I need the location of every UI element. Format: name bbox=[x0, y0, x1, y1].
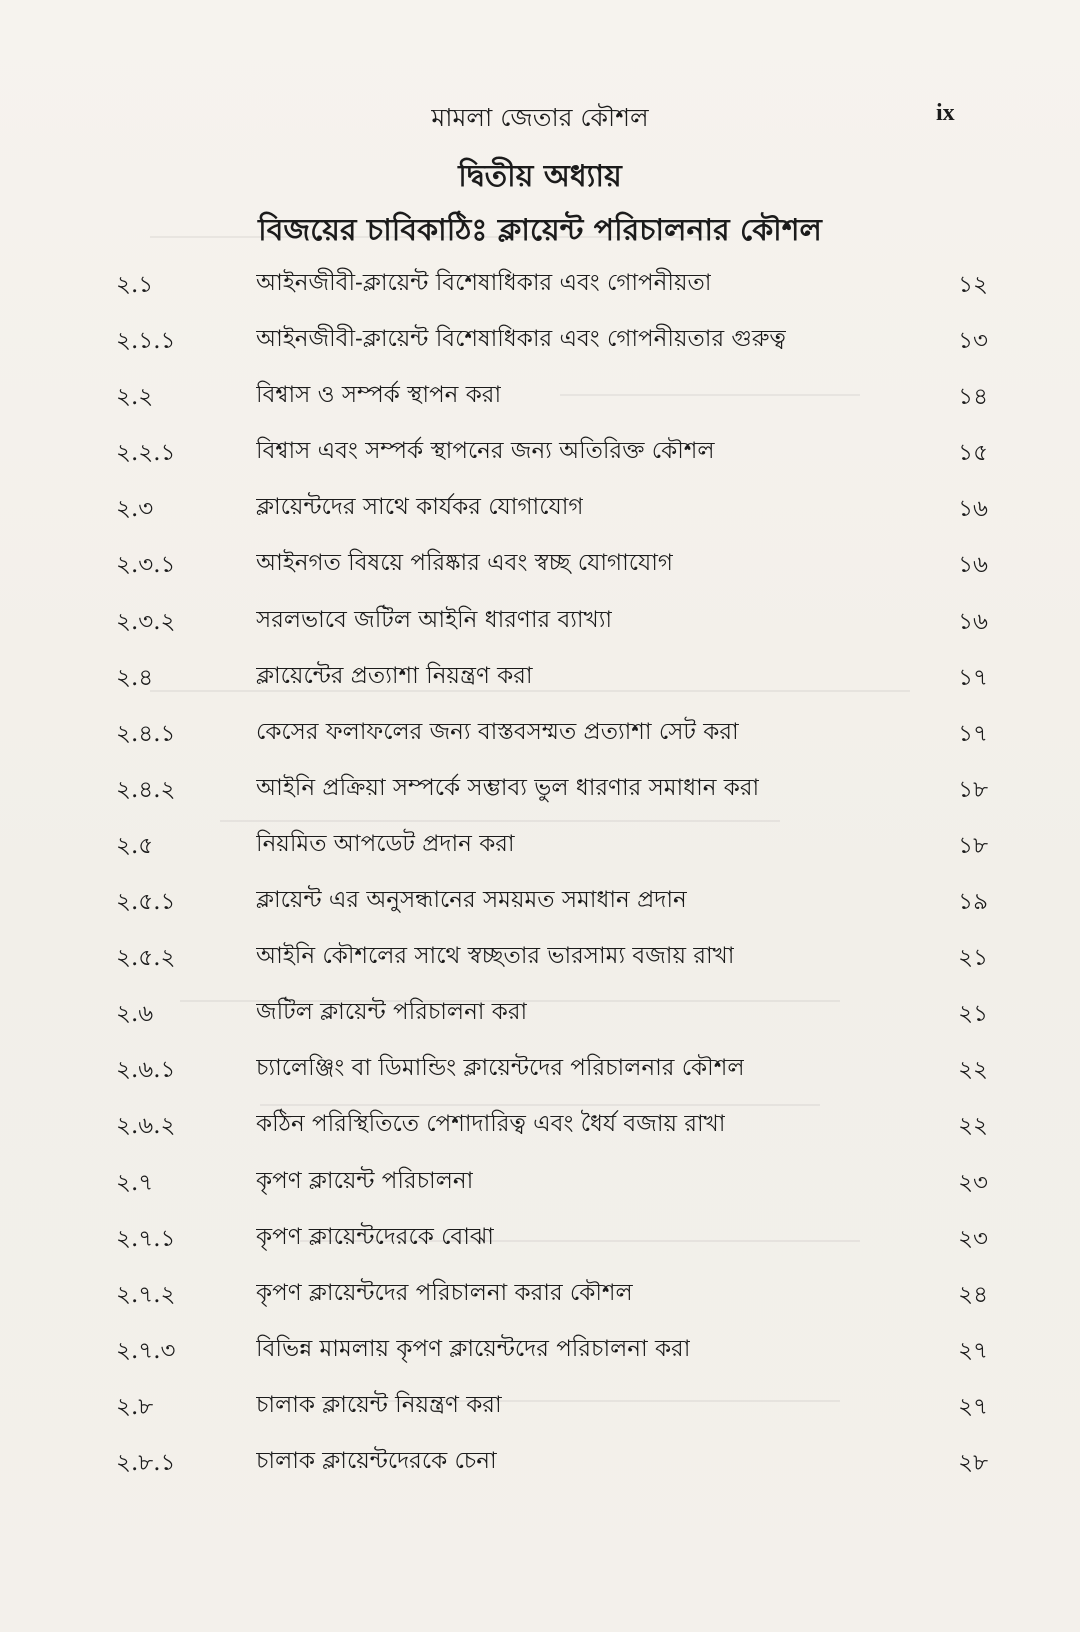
toc-row bbox=[0, 1268, 1080, 1324]
toc-page-number: ১৮ bbox=[958, 832, 988, 859]
toc-row bbox=[0, 931, 1080, 987]
toc-page-number: ১৪ bbox=[958, 384, 988, 411]
toc-page-number: ১৯ bbox=[958, 889, 988, 916]
toc-page-number: ২২ bbox=[958, 1057, 988, 1084]
toc-page-number: ২৩ bbox=[958, 1169, 988, 1196]
toc-row bbox=[0, 1212, 1080, 1268]
toc-row bbox=[0, 763, 1080, 819]
toc-section-title: বিশ্বাস এবং সম্পর্ক স্থাপনের জন্য অতিরিক্ত কৌশল bbox=[256, 438, 715, 465]
toc-section-number: ২.৬.২ bbox=[116, 1113, 176, 1140]
toc-section-title: চালাক ক্লায়েন্টদেরকে চেনা bbox=[256, 1447, 497, 1474]
toc-page-number: ২২ bbox=[958, 1113, 988, 1140]
toc-section-title: ক্লায়েন্ট এর অনুসন্ধানের সময়মত সমাধান প্রদান bbox=[256, 887, 687, 914]
toc-section-title: বিভিন্ন মামলায় কৃপণ ক্লায়েন্টদের পরিচালনা করা bbox=[256, 1335, 691, 1362]
toc-section-title: কঠিন পরিস্থিতিতে পেশাদারিত্ব এবং ধৈর্য বজায় রাখা bbox=[256, 1111, 726, 1138]
chapter-subtitle: বিজয়ের চাবিকাঠিঃ ক্লায়েন্ট পরিচালনার কৌশল bbox=[258, 213, 822, 248]
toc-section-title: আইনজীবী-ক্লায়েন্ট বিশেষাধিকার এবং গোপনীয়তা bbox=[256, 270, 712, 296]
toc-section-title: আইনগত বিষয়ে পরিষ্কার এবং স্বচ্ছ যোগাযোগ bbox=[256, 550, 673, 577]
toc-section-title: নিয়মিত আপডেট প্রদান করা bbox=[256, 830, 515, 857]
toc-page-number: ১৩ bbox=[958, 328, 988, 355]
toc-row bbox=[0, 1099, 1080, 1155]
toc-page-number: ১৬ bbox=[958, 552, 988, 579]
toc-section-title: কেসের ফলাফলের জন্য বাস্তবসম্মত প্রত্যাশা সেট করা bbox=[256, 718, 739, 745]
toc-row bbox=[0, 370, 1080, 426]
toc-section-number: ২.৪.১ bbox=[116, 720, 176, 747]
toc-section-number: ২.৮.১ bbox=[116, 1449, 176, 1476]
toc-row bbox=[0, 707, 1080, 763]
toc-row bbox=[0, 1156, 1080, 1212]
toc-page-number: ১৮ bbox=[958, 776, 988, 803]
toc-section-number: ২.৫.২ bbox=[116, 945, 176, 972]
toc-section-number: ২.৭ bbox=[116, 1169, 154, 1196]
toc-section-number: ২.৩.২ bbox=[116, 608, 176, 635]
toc-section-title: সরলভাবে জটিল আইনি ধারণার ব্যাখ্যা bbox=[256, 606, 613, 633]
toc-page-number: ২১ bbox=[958, 1001, 988, 1028]
toc-row bbox=[0, 819, 1080, 875]
toc-row bbox=[0, 538, 1080, 594]
table-of-contents bbox=[0, 258, 1080, 1492]
toc-row bbox=[0, 875, 1080, 931]
toc-section-title: আইনি কৌশলের সাথে স্বচ্ছতার ভারসাম্য বজায় রাখা bbox=[256, 943, 735, 970]
chapter-title: দ্বিতীয় অধ্যায় bbox=[458, 159, 622, 194]
toc-section-number: ২.৭.৩ bbox=[116, 1337, 176, 1364]
toc-section-number: ২.৩.১ bbox=[116, 552, 176, 579]
toc-section-number: ২.৭.২ bbox=[116, 1281, 176, 1308]
toc-section-number: ২.১.১ bbox=[116, 328, 176, 355]
toc-section-number: ২.৪.২ bbox=[116, 776, 176, 803]
toc-row bbox=[0, 1324, 1080, 1380]
toc-section-title: কৃপণ ক্লায়েন্ট পরিচালনা bbox=[256, 1167, 474, 1194]
running-title: মামলা জেতার কৌশল bbox=[431, 103, 649, 132]
running-header bbox=[0, 96, 1080, 136]
toc-page-number: ২৩ bbox=[958, 1225, 988, 1252]
toc-page-number: ২৭ bbox=[958, 1337, 988, 1364]
toc-row bbox=[0, 314, 1080, 370]
toc-row bbox=[0, 987, 1080, 1043]
toc-row bbox=[0, 1043, 1080, 1099]
toc-section-number: ২.৮ bbox=[116, 1393, 154, 1420]
toc-page-number: ১৬ bbox=[958, 608, 988, 635]
toc-section-number: ২.৬.১ bbox=[116, 1057, 176, 1084]
toc-page-number: ১৭ bbox=[958, 664, 988, 691]
toc-row bbox=[0, 482, 1080, 538]
toc-row bbox=[0, 258, 1080, 314]
toc-page-number: ২৮ bbox=[958, 1449, 988, 1476]
toc-row bbox=[0, 1436, 1080, 1492]
toc-section-number: ২.৩ bbox=[116, 496, 154, 523]
toc-section-number: ২.৬ bbox=[116, 1001, 154, 1028]
toc-page-number: ২৭ bbox=[958, 1393, 988, 1420]
toc-section-number: ২.৫.১ bbox=[116, 889, 176, 916]
toc-page-number: ১২ bbox=[958, 272, 988, 298]
toc-row bbox=[0, 1380, 1080, 1436]
toc-row bbox=[0, 651, 1080, 707]
toc-section-number: ২.৫ bbox=[116, 832, 154, 859]
toc-page-number: ২১ bbox=[958, 945, 988, 972]
toc-page-number: ১৭ bbox=[958, 720, 988, 747]
toc-section-title: চালাক ক্লায়েন্ট নিয়ন্ত্রণ করা bbox=[256, 1391, 502, 1418]
toc-page-number: ২৪ bbox=[958, 1281, 988, 1308]
toc-section-title: কৃপণ ক্লায়েন্টদের পরিচালনা করার কৌশল bbox=[256, 1279, 633, 1306]
toc-section-title: আইনি প্রক্রিয়া সম্পর্কে সম্ভাব্য ভুল ধারণার সমাধান করা bbox=[256, 774, 760, 801]
toc-section-title: বিশ্বাস ও সম্পর্ক স্থাপন করা bbox=[256, 382, 502, 409]
toc-section-title: ক্লায়েন্টের প্রত্যাশা নিয়ন্ত্রণ করা bbox=[256, 662, 533, 689]
page-number: ix bbox=[936, 100, 955, 126]
toc-row bbox=[0, 426, 1080, 482]
toc-section-title: ক্লায়েন্টদের সাথে কার্যকর যোগাযোগ bbox=[256, 494, 584, 521]
toc-section-title: কৃপণ ক্লায়েন্টদেরকে বোঝা bbox=[256, 1223, 494, 1250]
toc-section-number: ২.৭.১ bbox=[116, 1225, 176, 1252]
toc-page-number: ১৫ bbox=[958, 440, 988, 467]
toc-section-title: চ্যালেঞ্জিং বা ডিমান্ডিং ক্লায়েন্টদের পরিচালনার কৌশল bbox=[256, 1055, 745, 1082]
toc-section-number: ২.২ bbox=[116, 384, 154, 411]
toc-page-number: ১৬ bbox=[958, 496, 988, 523]
toc-row bbox=[0, 595, 1080, 651]
toc-section-number: ২.২.১ bbox=[116, 440, 176, 467]
toc-section-number: ২.১ bbox=[116, 272, 154, 298]
toc-section-number: ২.৪ bbox=[116, 664, 154, 691]
toc-section-title: জটিল ক্লায়েন্ট পরিচালনা করা bbox=[256, 999, 528, 1026]
toc-section-title: আইনজীবী-ক্লায়েন্ট বিশেষাধিকার এবং গোপনীয়তার গুরুত্ব bbox=[256, 326, 786, 353]
